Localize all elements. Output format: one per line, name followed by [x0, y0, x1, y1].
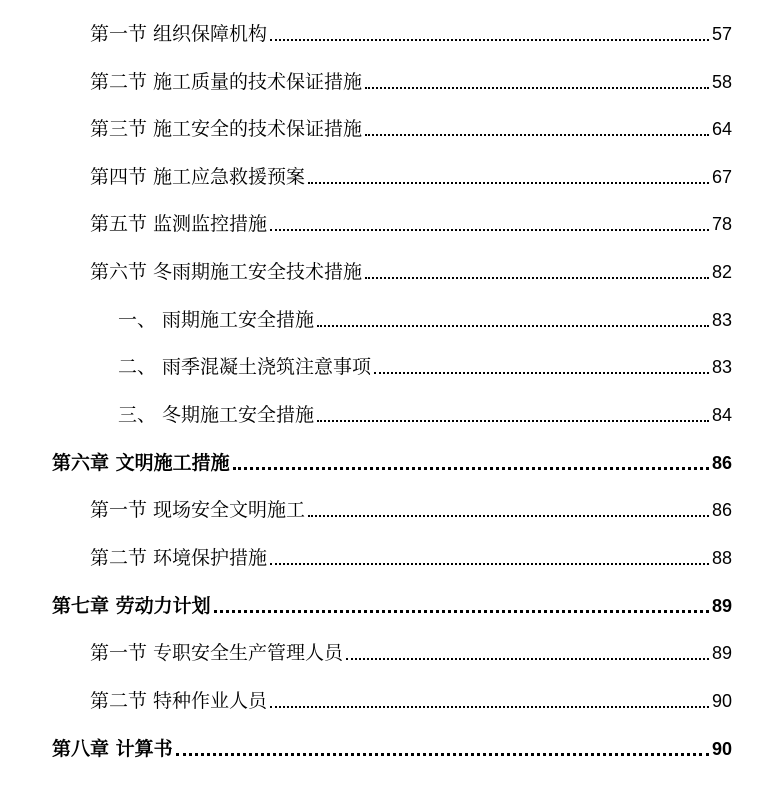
toc-entry[interactable] [90, 63, 732, 93]
toc-entry-title: 第五节 监测监控措施 [90, 213, 268, 235]
toc-entry-title: 第四节 施工应急救援预案 [90, 166, 306, 188]
toc-page-number: 90 [711, 739, 732, 759]
toc-entry[interactable] [90, 158, 732, 188]
toc-entry[interactable] [90, 15, 732, 45]
toc-entry-title: 第六章 文明施工措施 [52, 452, 230, 474]
toc-page-number: 83 [711, 310, 732, 330]
dot-leader [270, 229, 709, 231]
dot-leader [270, 39, 709, 41]
toc-entry[interactable] [90, 634, 732, 664]
toc-entry[interactable] [118, 396, 732, 426]
dot-leader [374, 372, 709, 374]
toc-entry-title: 第八章 计算书 [52, 738, 173, 760]
toc-page-number: 89 [711, 643, 732, 663]
toc-entry[interactable] [118, 348, 732, 378]
dot-leader [270, 563, 709, 565]
toc-entry-title: 第一节 组织保障机构 [90, 23, 268, 45]
toc-chapter-entry[interactable] [52, 730, 732, 760]
toc-entry[interactable] [90, 253, 732, 283]
toc-chapter-entry[interactable] [52, 587, 732, 617]
toc-entry-title: 第一节 专职安全生产管理人员 [90, 642, 344, 664]
toc-entry-title: 第一节 现场安全文明施工 [90, 499, 306, 521]
toc-entry[interactable] [90, 682, 732, 712]
toc-entry-title: 第二节 环境保护措施 [90, 547, 268, 569]
toc-entry-title: 三、 冬期施工安全措施 [118, 404, 315, 426]
dot-leader [176, 753, 709, 756]
toc-entry[interactable] [118, 301, 732, 331]
toc-page-number: 78 [711, 214, 732, 234]
toc-entry-title: 二、 雨季混凝土浇筑注意事项 [118, 356, 372, 378]
dot-leader [317, 420, 709, 422]
toc-entry-title: 第七章 劳动力计划 [52, 595, 211, 617]
toc-page-number: 90 [711, 691, 732, 711]
toc-page-number: 84 [711, 405, 732, 425]
toc-page-number: 88 [711, 548, 732, 568]
toc-page-number: 82 [711, 262, 732, 282]
toc-page-number: 83 [711, 357, 732, 377]
dot-leader [308, 515, 709, 517]
toc-entry-title: 一、 雨期施工安全措施 [118, 309, 315, 331]
toc-entry-title: 第二节 施工质量的技术保证措施 [90, 71, 363, 93]
dot-leader [317, 325, 709, 327]
dot-leader [233, 467, 709, 470]
dot-leader [365, 134, 709, 136]
toc-chapter-entry[interactable] [52, 444, 732, 474]
toc-entry-title: 第六节 冬雨期施工安全技术措施 [90, 261, 363, 283]
dot-leader [214, 610, 709, 613]
toc-entry[interactable] [90, 491, 732, 521]
toc-page-number: 86 [711, 500, 732, 520]
toc-entry[interactable] [90, 110, 732, 140]
toc-entry[interactable] [90, 539, 732, 569]
toc-page-number: 86 [711, 453, 732, 473]
toc-page-number: 57 [711, 24, 732, 44]
dot-leader [365, 277, 709, 279]
toc-entry[interactable] [90, 205, 732, 235]
dot-leader [346, 658, 709, 660]
toc-page-number: 67 [711, 167, 732, 187]
toc-page-number: 58 [711, 72, 732, 92]
toc-entry-title: 第二节 特种作业人员 [90, 690, 268, 712]
toc-page-number: 89 [711, 596, 732, 616]
dot-leader [308, 182, 709, 184]
toc-page-number: 64 [711, 119, 732, 139]
dot-leader [365, 87, 709, 89]
dot-leader [270, 706, 709, 708]
toc-entry-title: 第三节 施工安全的技术保证措施 [90, 118, 363, 140]
